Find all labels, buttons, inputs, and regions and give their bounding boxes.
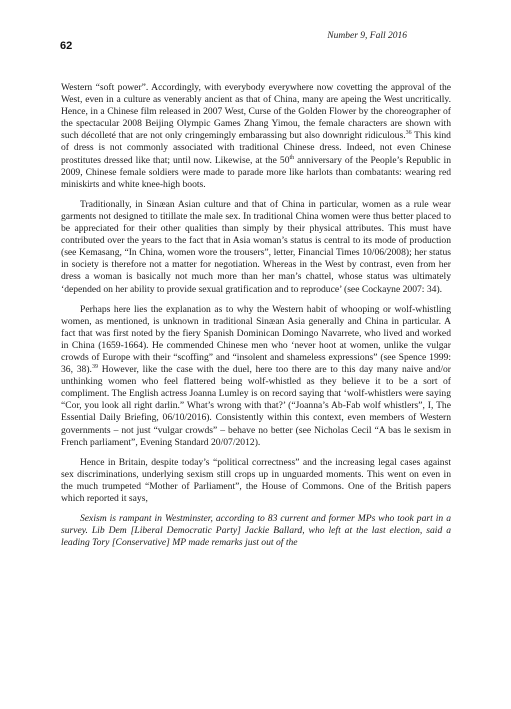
paragraph-4 <box>61 457 451 505</box>
block-quote <box>61 513 451 549</box>
page-number: 62 <box>60 40 73 52</box>
footnote-marker-36: 36 <box>405 130 412 137</box>
paragraph-1-text-a: Western “soft power”. Accordingly, with everybody everywhere now covetting the approval of the West, even in a culture as venerably ancient as that of China, many are apeing the West uncritically. Hence, in a Chinese film released in 2007 West, Curse of the Golden Flower by the choreographer of the spectacular 2008 Beijing Olympic Games Zhang Yimou, the female characters are shown with such décolleté that are not only cringemingly embarassing but also downright ridiculous. <box>61 82 451 142</box>
ordinal-suffix: th <box>289 154 295 161</box>
paragraph-1-text-c: anniversary of the People’s Republic in 2009, Chinese female soldiers were made to parade more like harlots than combatants: wearing red miniskirts and white knee-high boots. <box>61 154 451 190</box>
paragraph-3-text-a: Perhaps here lies the explanation as to why the Western habit of whooping or wolf-whistling women, as mentioned, is unknown in traditional Sinæan Asia generally and China in particular. A fact that was first noted by the fiery Spanish Dominican Domingo Navarrete, who lived and worked in China (1659-1664). He commended Chinese men who ‘never hoot at women, unlike the vulgar crowds of Europe with their “scoffing” and “insolent and shameless expressions” (see Spence 1999: 36, 38). <box>61 303 451 376</box>
running-head: Number 9, Fall 2016 <box>327 31 407 41</box>
paragraph-1 <box>61 82 451 191</box>
paragraph-2-text: Traditionally, in Sinæan Asian culture and that of China in particular, women as a rule wear garments not designed to titillate the male sex. In traditional China women were thus better placed to be appreciated for their other qualities than simply by their physical attributes. This must have contributed over the years to the fact that in Asia woman’s status is central to its mode of production (see Kemasang, “In China, women wore the trousers”, letter, Financial Times 10/06/2008); her status in society is therefore not a matter for negotiation. Whereas in the West by contrast, even from her dress a woman is basically not much more than her man’s chattel, whose status was ultimately ‘depended on her ability to provide sexual gratification and to reproduce’ (see Cockayne 2007: 34). <box>61 198 451 295</box>
block-quote-text: Sexism is rampant in Westminster, according to 83 current and former MPs who took part in a survey. Lib Dem [Liberal Democratic Party] Jackie Ballard, who left at the last election, said a leading Tory [Conservative] MP made remarks just out of the <box>61 513 451 549</box>
paragraph-2 <box>61 199 451 296</box>
paragraph-1-text-b: This kind of dress is not commonly associated with traditional Chinese dress. Indeed, not even Chinese prostitutes dressed like that; until now. Likewise, at the 50 <box>61 130 451 166</box>
footnote-marker-39: 39 <box>91 363 98 370</box>
paragraph-4-text: Hence in Britain, despite today’s “political correctness” and the increasing legal cases against sex discriminations, underlying sexism still crops up in unguarded moments. This went on even in the much trumpeted “Mother of Parliament”, the House of Commons. One of the British papers which reported it says, <box>61 456 451 504</box>
paragraph-3 <box>61 304 451 449</box>
paragraph-3-text-b: However, like the case with the duel, here too there are to this day many naive and/or unthinking women who feel flattered being wolf-whistled as they believe it to be a sort of compliment. The English actress Joanna Lumley is on record saying that ‘wolf-whistlers were saying “Cor, you look all right darlin.” What’s wrong with that?’ (“Joanna’s Ab-Fab wolf whistlers”, I, The Essential Daily Briefing, 06/10/2016). Consistently within this context, even members of Western governments – not just “vulgar crowds” – behave no better (see Nicholas Cecil “A bas le sexism in French parliament”, Evening Standard 20/07/2012). <box>61 364 451 448</box>
body-text <box>61 82 451 549</box>
